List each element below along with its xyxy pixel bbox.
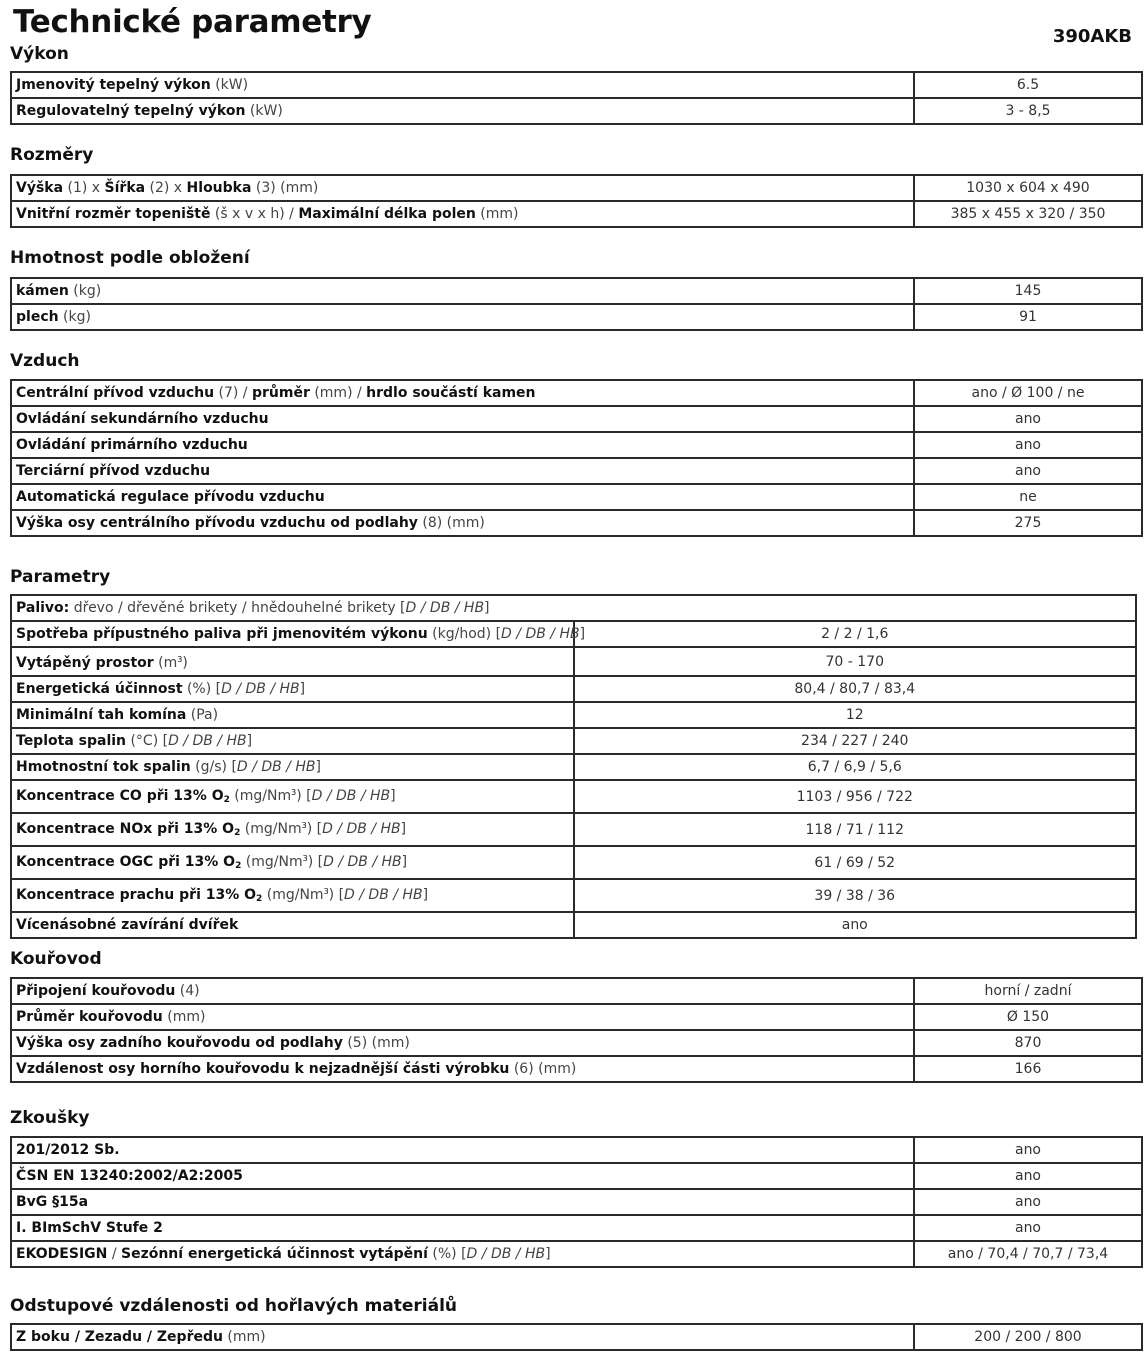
label-part: (kg/hod) [ [427, 626, 502, 642]
label-part: (kW) [210, 77, 249, 93]
palivo-close: ] [484, 600, 490, 616]
table-row [11, 702, 1136, 728]
label-part: plech [16, 309, 59, 325]
row-label [11, 510, 914, 536]
row-label [11, 380, 914, 406]
label-part: Vnitřní rozměr topeniště [16, 206, 211, 222]
table-parametry [10, 594, 1137, 939]
label-part: (4) [175, 983, 200, 999]
label-part: (8) (mm) [417, 515, 485, 531]
row-label [11, 201, 914, 227]
label-part: 3 [302, 854, 308, 863]
label-part: 3 [177, 655, 183, 664]
label-part: Vícenásobné zavírání dvířek [16, 917, 239, 933]
label-part: Průměr kouřovodu [16, 1009, 163, 1025]
label-part: D / DB / HB [466, 1246, 546, 1262]
table-row [11, 978, 1142, 1004]
page-title: Technické parametry [13, 4, 372, 40]
label-part: 2 [223, 795, 230, 805]
row-label [11, 879, 574, 912]
label-part: ] [401, 854, 408, 870]
label-part: (g/s) [ [190, 759, 237, 775]
table-row [11, 98, 1142, 124]
table-row [11, 1004, 1142, 1030]
label-part: (mm) [475, 206, 519, 222]
label-part: D / DB / HB [311, 788, 391, 804]
row-value: 166 [914, 1056, 1142, 1082]
row-label [11, 72, 914, 98]
label-part: EKODESIGN [16, 1246, 108, 1262]
label-part: ) [ [307, 854, 324, 870]
row-label [11, 1056, 914, 1082]
section-title-kourovod: Kouřovod [10, 949, 102, 969]
label-part: (kg) [58, 309, 91, 325]
row-label [11, 978, 914, 1004]
row-label [11, 647, 574, 676]
row-label [11, 1137, 914, 1163]
label-part: kámen [16, 283, 69, 299]
label-part: ] [400, 821, 407, 837]
label-part: ] [246, 733, 253, 749]
palivo-fuel-codes: D / DB / HB [405, 600, 485, 616]
label-part: (%) [ [427, 1246, 467, 1262]
row-value: 61 / 69 / 52 [574, 846, 1137, 879]
label-part: BvG §15a [16, 1194, 89, 1210]
label-part: ) [ [328, 887, 345, 903]
label-part: D / DB / HB [322, 821, 401, 837]
row-value: ano / 70,4 / 70,7 / 73,4 [914, 1241, 1142, 1267]
row-label [11, 1030, 914, 1056]
label-part: Jmenovitý tepelný výkon [16, 77, 211, 93]
label-part: Šířka [104, 180, 146, 196]
row-value: 39 / 38 / 36 [574, 879, 1137, 912]
label-part: ) [182, 655, 188, 671]
label-part: Regulovatelný tepelný výkon [16, 103, 246, 119]
table-row [11, 304, 1142, 330]
table-rozmery [10, 174, 1143, 228]
table-zkousky [10, 1136, 1143, 1268]
label-part: Připojení kouřovodu [16, 983, 176, 999]
table-row [11, 72, 1142, 98]
row-value: ano [914, 458, 1142, 484]
table-row [11, 728, 1136, 754]
label-part: 3 [323, 887, 329, 896]
label-part: Maximální délka polen [298, 206, 476, 222]
label-part: ] [299, 681, 306, 697]
table-row [11, 510, 1142, 536]
label-part: 3 [291, 788, 297, 797]
label-part: Vytápěný prostor [16, 655, 154, 671]
label-part: Vzdálenost osy horního kouřovodu k nejzadnější části výrobku [16, 1061, 510, 1077]
table-row [11, 1215, 1142, 1241]
label-part: D / DB / HB [221, 681, 300, 697]
table-row [11, 458, 1142, 484]
label-part: Ovládání primárního vzduchu [16, 437, 248, 453]
label-part: ] [315, 759, 321, 775]
row-label [11, 1163, 914, 1189]
table-hmotnost [10, 277, 1143, 331]
label-part: ] [422, 887, 429, 903]
label-part: (kg) [68, 283, 102, 299]
label-part: Sezónní energetická účinnost vytápění [121, 1246, 428, 1262]
row-label [11, 754, 574, 780]
table-row [11, 754, 1136, 780]
row-value: ano [574, 912, 1137, 938]
table-row [11, 621, 1136, 647]
row-value: 91 [914, 304, 1142, 330]
label-part: / [107, 1246, 121, 1262]
table-row-palivo [11, 595, 1136, 621]
table-row [11, 1030, 1142, 1056]
label-part: (%) [ [182, 681, 222, 697]
label-part: (1) x [63, 180, 105, 196]
label-part: Minimální tah komína [16, 707, 187, 723]
row-value: horní / zadní [914, 978, 1142, 1004]
section-title-hmotnost: Hmotnost podle obložení [10, 248, 250, 268]
table-kourovod [10, 977, 1143, 1083]
label-part: Energetická účinnost [16, 681, 183, 697]
label-part: (°C) [ [126, 733, 169, 749]
row-value: ano [914, 1163, 1142, 1189]
label-part: (m [153, 655, 178, 671]
table-row [11, 647, 1136, 676]
table-vzduch [10, 379, 1143, 537]
label-part: D / DB / HB [344, 887, 423, 903]
table-row [11, 1241, 1142, 1267]
row-label [11, 728, 574, 754]
row-label [11, 458, 914, 484]
row-value: ano [914, 1137, 1142, 1163]
row-label [11, 484, 914, 510]
label-part: Hmotnostní tok spalin [16, 759, 191, 775]
label-part: (š x v x h) / [210, 206, 299, 222]
label-part: Terciární přívod vzduchu [16, 463, 211, 479]
palivo-cell [11, 595, 1136, 621]
label-part: Výška osy zadního kouřovodu od podlahy [16, 1035, 343, 1051]
row-label [11, 278, 914, 304]
row-value: 118 / 71 / 112 [574, 813, 1137, 846]
row-value: 1103 / 956 / 722 [574, 780, 1137, 813]
label-part: D / DB / HB [236, 759, 316, 775]
row-label [11, 813, 574, 846]
table-row [11, 780, 1136, 813]
label-part: (mm) [162, 1009, 206, 1025]
row-label [11, 432, 914, 458]
label-part: D / DB / HB [323, 854, 402, 870]
row-value: ano [914, 432, 1142, 458]
row-value: 6.5 [914, 72, 1142, 98]
label-part: 2 [234, 828, 241, 838]
table-row [11, 380, 1142, 406]
label-part: D / DB / HB [501, 626, 580, 642]
label-part: I. BImSchV Stufe 2 [16, 1220, 163, 1236]
label-part: ČSN EN 13240:2002/A2:2005 [16, 1168, 243, 1184]
label-part: Koncentrace OGC při 13% O [16, 854, 236, 870]
table-row [11, 912, 1136, 938]
table-row [11, 1163, 1142, 1189]
table-row [11, 813, 1136, 846]
label-part: D / DB / HB [168, 733, 247, 749]
label-part: 2 [256, 894, 263, 904]
section-title-vzduch: Vzduch [10, 351, 80, 371]
label-part: (5) (mm) [342, 1035, 410, 1051]
label-part: (mg/Nm [229, 788, 292, 804]
row-value: Ø 150 [914, 1004, 1142, 1030]
row-value: ano [914, 1189, 1142, 1215]
row-value: 1030 x 604 x 490 [914, 175, 1142, 201]
row-value: 6,7 / 6,9 / 5,6 [574, 754, 1137, 780]
table-row [11, 676, 1136, 702]
table-row [11, 175, 1142, 201]
label-part: (mg/Nm [241, 854, 303, 870]
label-part: Ovládání sekundárního vzduchu [16, 411, 269, 427]
row-label [11, 912, 574, 938]
row-label [11, 676, 574, 702]
section-title-vykon: Výkon [10, 44, 69, 64]
label-part: (mm) [222, 1329, 266, 1345]
table-odstupy [10, 1323, 1143, 1351]
label-part: ) [ [306, 821, 323, 837]
label-part: 201/2012 Sb. [16, 1142, 120, 1158]
row-label [11, 1241, 914, 1267]
label-part: Koncentrace CO při 13% O [16, 788, 224, 804]
label-part: (6) (mm) [509, 1061, 577, 1077]
section-title-odstupy: Odstupové vzdálenosti od hořlavých materiálů [10, 1296, 458, 1316]
table-row [11, 846, 1136, 879]
row-label [11, 1004, 914, 1030]
table-row [11, 1189, 1142, 1215]
row-label [11, 1324, 914, 1350]
row-value: 200 / 200 / 800 [914, 1324, 1142, 1350]
row-value: 870 [914, 1030, 1142, 1056]
row-value: ano [914, 1215, 1142, 1241]
label-part: (mg/Nm [240, 821, 302, 837]
row-value: 385 x 455 x 320 / 350 [914, 201, 1142, 227]
row-label [11, 1215, 914, 1241]
label-part: 3 [301, 821, 307, 830]
label-part: Koncentrace NOx při 13% O [16, 821, 235, 837]
label-part: Výška osy centrálního přívodu vzduchu od podlahy [16, 515, 418, 531]
label-part: (Pa) [186, 707, 219, 723]
label-part: 2 [235, 861, 242, 871]
label-part: (7) / [214, 385, 252, 401]
label-part: (kW) [245, 103, 283, 119]
row-label [11, 621, 586, 647]
row-value: 70 - 170 [574, 647, 1137, 676]
row-label [11, 175, 914, 201]
label-part: Centrální přívod vzduchu [16, 385, 215, 401]
row-value: ano [914, 406, 1142, 432]
label-part: ] [545, 1246, 551, 1262]
table-row [11, 406, 1142, 432]
row-label [11, 406, 914, 432]
row-value: 80,4 / 80,7 / 83,4 [574, 676, 1137, 702]
label-part: Automatická regulace přívodu vzduchu [16, 489, 325, 505]
palivo-label: Palivo: [16, 600, 70, 616]
row-value: 2 / 2 / 1,6 [574, 621, 1137, 647]
label-part: (mg/Nm [262, 887, 324, 903]
table-row [11, 278, 1142, 304]
row-label [11, 780, 574, 813]
row-label [11, 98, 914, 124]
model-code: 390AKB [1052, 26, 1132, 47]
label-part: Hloubka [186, 180, 252, 196]
label-part: průměr [251, 385, 310, 401]
table-row [11, 1056, 1142, 1082]
palivo-text: dřevo / dřevěné brikety / hnědouhelné brikety [ [69, 600, 406, 616]
label-part: ] [390, 788, 396, 804]
label-part: Spotřeba přípustného paliva při jmenovitém výkonu [16, 626, 428, 642]
label-part: (2) x [145, 180, 187, 196]
table-vykon [10, 71, 1143, 125]
table-row [11, 1324, 1142, 1350]
row-label [11, 702, 574, 728]
section-title-rozmery: Rozměry [10, 145, 94, 165]
row-value: 3 - 8,5 [914, 98, 1142, 124]
label-part: (mm) / [309, 385, 367, 401]
section-title-zkousky: Zkoušky [10, 1108, 90, 1128]
table-row [11, 484, 1142, 510]
label-part: ] [579, 626, 586, 642]
section-title-parametry: Parametry [10, 567, 111, 587]
row-label [11, 846, 574, 879]
row-value: ne [914, 484, 1142, 510]
row-value: 145 [914, 278, 1142, 304]
label-part: (3) (mm) [251, 180, 319, 196]
label-part: ) [ [296, 788, 312, 804]
table-row [11, 201, 1142, 227]
row-value: 12 [574, 702, 1137, 728]
label-part: Koncentrace prachu při 13% O [16, 887, 257, 903]
row-value: 275 [914, 510, 1142, 536]
table-row [11, 432, 1142, 458]
label-part: Teplota spalin [16, 733, 127, 749]
row-value: 234 / 227 / 240 [574, 728, 1137, 754]
row-label [11, 304, 914, 330]
row-value: ano / Ø 100 / ne [914, 380, 1142, 406]
label-part: Z boku / Zezadu / Zepředu [16, 1329, 223, 1345]
table-row [11, 879, 1136, 912]
table-row [11, 1137, 1142, 1163]
label-part: hrdlo součástí kamen [366, 385, 536, 401]
label-part: Výška [16, 180, 64, 196]
row-label [11, 1189, 914, 1215]
